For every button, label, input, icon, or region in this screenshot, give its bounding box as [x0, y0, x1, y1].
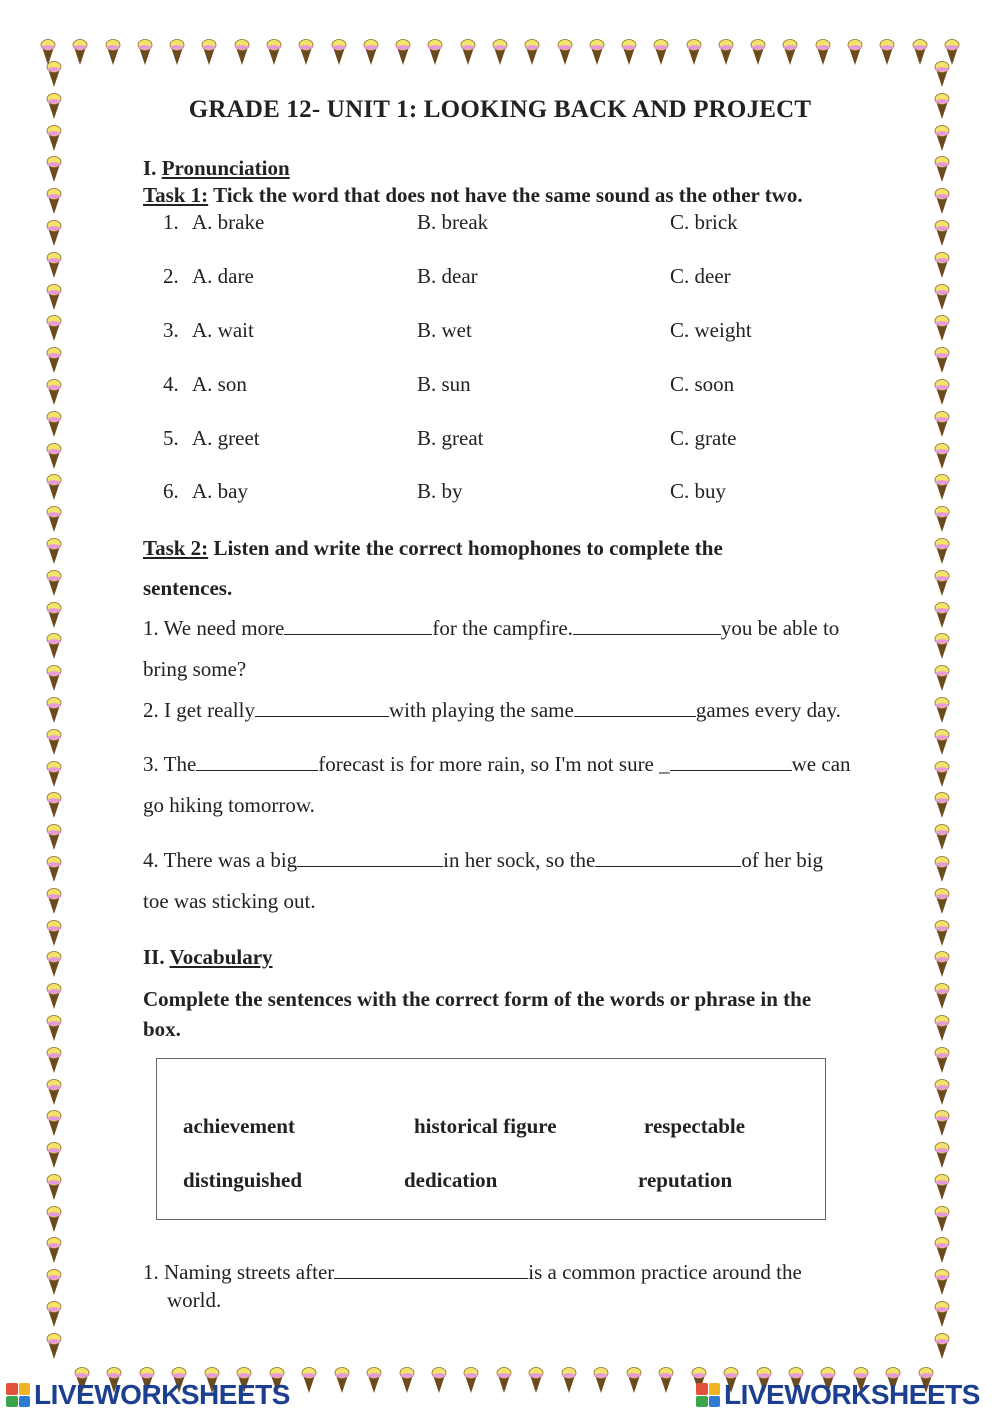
ice-cream-cone-icon — [46, 187, 62, 215]
ice-cream-cone-icon — [750, 38, 766, 66]
ice-cream-cone-icon — [431, 1366, 447, 1394]
ice-cream-cone-icon — [934, 632, 950, 660]
option-b[interactable]: B. sun — [417, 372, 471, 396]
ice-cream-cone-icon — [934, 1300, 950, 1328]
ice-cream-cone-icon — [492, 38, 508, 66]
task2-instruction: Task 2: Listen and write the correct homophones to complete the — [143, 536, 723, 560]
ice-cream-cone-icon — [879, 38, 895, 66]
ice-cream-cone-icon — [934, 187, 950, 215]
ice-cream-cone-icon — [496, 1366, 512, 1394]
ice-cream-cone-icon — [234, 38, 250, 66]
ice-cream-cone-icon — [46, 1236, 62, 1264]
ice-cream-cone-icon — [46, 1173, 62, 1201]
ice-cream-cone-icon — [46, 1141, 62, 1169]
ice-cream-cone-icon — [395, 38, 411, 66]
task2-sentence-3-cont: go hiking tomorrow. — [143, 793, 315, 817]
ice-cream-cone-icon — [331, 38, 347, 66]
task2-sentence-2: 2. I get really with playing the same games every day. — [143, 698, 841, 722]
ice-cream-cone-icon — [934, 378, 950, 406]
ice-cream-cone-icon — [266, 38, 282, 66]
ice-cream-cone-icon — [934, 1141, 950, 1169]
task2-sentence-1-cont: bring some? — [143, 657, 247, 681]
ice-cream-cone-icon — [593, 1366, 609, 1394]
ice-cream-cone-icon — [46, 1014, 62, 1042]
ice-cream-cone-icon — [934, 950, 950, 978]
ice-cream-cone-icon — [934, 982, 950, 1010]
ice-cream-cone-icon — [934, 1268, 950, 1296]
option-b[interactable]: B. break — [417, 210, 489, 234]
word-box-item: reputation — [638, 1168, 733, 1192]
ice-cream-cone-icon — [528, 1366, 544, 1394]
ice-cream-cone-icon — [363, 38, 379, 66]
task2-sentence-3: 3. The forecast is for more rain, so I'm not sure _ we can — [143, 752, 851, 776]
item-number: 3. — [163, 318, 179, 342]
option-a[interactable]: A. wait — [192, 318, 254, 342]
word-box-item: achievement — [183, 1114, 295, 1138]
ice-cream-cone-icon — [934, 1046, 950, 1074]
ice-cream-cone-icon — [46, 728, 62, 756]
option-a[interactable]: A. greet — [192, 426, 260, 450]
brand-name: LIVEWORKSHEETS — [34, 1379, 290, 1410]
word-box-item: respectable — [644, 1114, 746, 1138]
vocab-question-1: 1. Naming streets after is a common practice around the — [143, 1260, 802, 1284]
option-a[interactable]: A. brake — [192, 210, 265, 234]
answer-blank[interactable] — [297, 848, 443, 867]
ice-cream-cone-icon — [72, 38, 88, 66]
ice-cream-cone-icon — [561, 1366, 577, 1394]
ice-cream-cone-icon — [934, 855, 950, 883]
ice-cream-cone-icon — [46, 537, 62, 565]
ice-cream-cone-icon — [847, 38, 863, 66]
ice-cream-cone-icon — [46, 473, 62, 501]
ice-cream-cone-icon — [301, 1366, 317, 1394]
ice-cream-cone-icon — [46, 632, 62, 660]
ice-cream-cone-icon — [934, 346, 950, 374]
ice-cream-cone-icon — [298, 38, 314, 66]
ice-cream-cone-icon — [934, 1173, 950, 1201]
ice-cream-cone-icon — [201, 38, 217, 66]
task2-sentence-4: 4. There was a big in her sock, so the of her big — [143, 848, 824, 872]
option-b[interactable]: B. wet — [417, 318, 472, 342]
ice-cream-cone-icon — [934, 442, 950, 470]
ice-cream-cone-icon — [589, 38, 605, 66]
ice-cream-cone-icon — [46, 1046, 62, 1074]
ice-cream-cone-icon — [46, 60, 62, 88]
answer-blank[interactable] — [334, 1260, 528, 1279]
ice-cream-cone-icon — [46, 887, 62, 915]
answer-blank[interactable] — [255, 698, 389, 717]
item-number: 5. — [163, 426, 179, 450]
ice-cream-cone-icon — [46, 442, 62, 470]
ice-cream-cone-icon — [934, 60, 950, 88]
ice-cream-cone-icon — [934, 124, 950, 152]
ice-cream-cone-icon — [46, 251, 62, 279]
option-a[interactable]: A. bay — [192, 479, 248, 503]
ice-cream-cone-icon — [463, 1366, 479, 1394]
liveworksheets-logo-icon — [6, 1383, 30, 1407]
ice-cream-cone-icon — [46, 569, 62, 597]
ice-cream-cone-icon — [658, 1366, 674, 1394]
ice-cream-cone-icon — [912, 38, 928, 66]
ice-cream-cone-icon — [46, 378, 62, 406]
ice-cream-cone-icon — [934, 155, 950, 183]
ice-cream-cone-icon — [815, 38, 831, 66]
ice-cream-cone-icon — [427, 38, 443, 66]
answer-blank[interactable] — [284, 616, 432, 635]
option-c[interactable]: C. buy — [670, 479, 727, 503]
answer-blank[interactable] — [196, 752, 318, 771]
ice-cream-cone-icon — [46, 982, 62, 1010]
liveworksheets-logo-right[interactable] — [696, 1378, 980, 1412]
ice-cream-cone-icon — [626, 1366, 642, 1394]
section-1-heading: I. Pronunciation — [143, 156, 290, 180]
ice-cream-cone-icon — [46, 346, 62, 374]
ice-cream-cone-icon — [934, 569, 950, 597]
ice-cream-cone-icon — [934, 1078, 950, 1106]
ice-cream-cone-icon — [934, 919, 950, 947]
ice-cream-cone-icon — [934, 1236, 950, 1264]
top-cone-border — [40, 38, 960, 72]
option-c[interactable]: C. deer — [670, 264, 731, 288]
option-c[interactable]: C. soon — [670, 372, 735, 396]
ice-cream-cone-icon — [46, 1109, 62, 1137]
ice-cream-cone-icon — [46, 823, 62, 851]
ice-cream-cone-icon — [46, 855, 62, 883]
ice-cream-cone-icon — [46, 1205, 62, 1233]
ice-cream-cone-icon — [934, 1014, 950, 1042]
item-number: 2. — [163, 264, 179, 288]
option-b[interactable]: B. great — [417, 426, 484, 450]
ice-cream-cone-icon — [934, 696, 950, 724]
word-box-item: historical figure — [414, 1114, 557, 1138]
liveworksheets-logo-left[interactable] — [6, 1378, 290, 1412]
ice-cream-cone-icon — [46, 1300, 62, 1328]
ice-cream-cone-icon — [934, 760, 950, 788]
word-box-item: distinguished — [183, 1168, 303, 1192]
option-a[interactable]: A. dare — [192, 264, 254, 288]
ice-cream-cone-icon — [934, 1332, 950, 1360]
ice-cream-cone-icon — [934, 537, 950, 565]
ice-cream-cone-icon — [46, 760, 62, 788]
item-number: 1. — [163, 210, 179, 234]
task2-sentence-4-cont: toe was sticking out. — [143, 889, 316, 913]
ice-cream-cone-icon — [46, 664, 62, 692]
ice-cream-cone-icon — [934, 887, 950, 915]
word-box — [156, 1058, 826, 1220]
ice-cream-cone-icon — [934, 410, 950, 438]
brand-name: LIVEWORKSHEETS — [724, 1379, 980, 1410]
option-b[interactable]: B. by — [417, 479, 463, 503]
page-title: GRADE 12- UNIT 1: LOOKING BACK AND PROJECT — [188, 96, 812, 123]
ice-cream-cone-icon — [46, 791, 62, 819]
ice-cream-cone-icon — [137, 38, 153, 66]
item-number: 6. — [163, 479, 179, 503]
answer-blank[interactable] — [670, 752, 792, 771]
vocab-question-1-cont: world. — [167, 1288, 222, 1312]
ice-cream-cone-icon — [934, 473, 950, 501]
ice-cream-cone-icon — [718, 38, 734, 66]
section-2-heading: II. Vocabulary — [143, 945, 273, 969]
ice-cream-cone-icon — [46, 283, 62, 311]
section-2-instruction-cont: box. — [143, 1017, 181, 1041]
ice-cream-cone-icon — [934, 1205, 950, 1233]
ice-cream-cone-icon — [934, 283, 950, 311]
liveworksheets-logo-icon — [696, 1383, 720, 1407]
left-cone-border — [42, 60, 66, 1360]
ice-cream-cone-icon — [934, 314, 950, 342]
ice-cream-cone-icon — [460, 38, 476, 66]
ice-cream-cone-icon — [934, 601, 950, 629]
ice-cream-cone-icon — [169, 38, 185, 66]
ice-cream-cone-icon — [686, 38, 702, 66]
ice-cream-cone-icon — [46, 696, 62, 724]
ice-cream-cone-icon — [934, 251, 950, 279]
ice-cream-cone-icon — [46, 950, 62, 978]
task2-sentence-1: 1. We need more for the campfire. you be able to — [143, 616, 840, 640]
ice-cream-cone-icon — [46, 919, 62, 947]
ice-cream-cone-icon — [934, 791, 950, 819]
option-a[interactable]: A. son — [192, 372, 247, 396]
ice-cream-cone-icon — [366, 1366, 382, 1394]
option-c[interactable]: C. grate — [670, 426, 737, 450]
ice-cream-cone-icon — [46, 219, 62, 247]
option-c[interactable]: C. brick — [670, 210, 738, 234]
ice-cream-cone-icon — [334, 1366, 350, 1394]
ice-cream-cone-icon — [105, 38, 121, 66]
ice-cream-cone-icon — [46, 124, 62, 152]
ice-cream-cone-icon — [934, 505, 950, 533]
option-c[interactable]: C. weight — [670, 318, 752, 342]
ice-cream-cone-icon — [46, 1332, 62, 1360]
ice-cream-cone-icon — [46, 1268, 62, 1296]
ice-cream-cone-icon — [399, 1366, 415, 1394]
ice-cream-cone-icon — [46, 155, 62, 183]
section-2-instruction: Complete the sentences with the correct form of the words or phrase in the — [143, 987, 812, 1011]
task1-instruction: Task 1: Tick the word that does not have the same sound as the other two. — [143, 183, 803, 207]
answer-blank[interactable] — [573, 616, 721, 635]
option-b[interactable]: B. dear — [417, 264, 478, 288]
ice-cream-cone-icon — [934, 823, 950, 851]
answer-blank[interactable] — [595, 848, 741, 867]
ice-cream-cone-icon — [934, 219, 950, 247]
item-number: 4. — [163, 372, 179, 396]
task2-instruction-cont: sentences. — [143, 576, 233, 600]
answer-blank[interactable] — [574, 698, 696, 717]
ice-cream-cone-icon — [557, 38, 573, 66]
ice-cream-cone-icon — [934, 664, 950, 692]
ice-cream-cone-icon — [782, 38, 798, 66]
ice-cream-cone-icon — [621, 38, 637, 66]
ice-cream-cone-icon — [934, 728, 950, 756]
ice-cream-cone-icon — [524, 38, 540, 66]
ice-cream-cone-icon — [46, 314, 62, 342]
ice-cream-cone-icon — [46, 410, 62, 438]
right-cone-border — [930, 60, 954, 1360]
word-box-item: dedication — [404, 1168, 498, 1192]
ice-cream-cone-icon — [46, 1078, 62, 1106]
ice-cream-cone-icon — [653, 38, 669, 66]
ice-cream-cone-icon — [46, 505, 62, 533]
ice-cream-cone-icon — [934, 1109, 950, 1137]
ice-cream-cone-icon — [46, 601, 62, 629]
